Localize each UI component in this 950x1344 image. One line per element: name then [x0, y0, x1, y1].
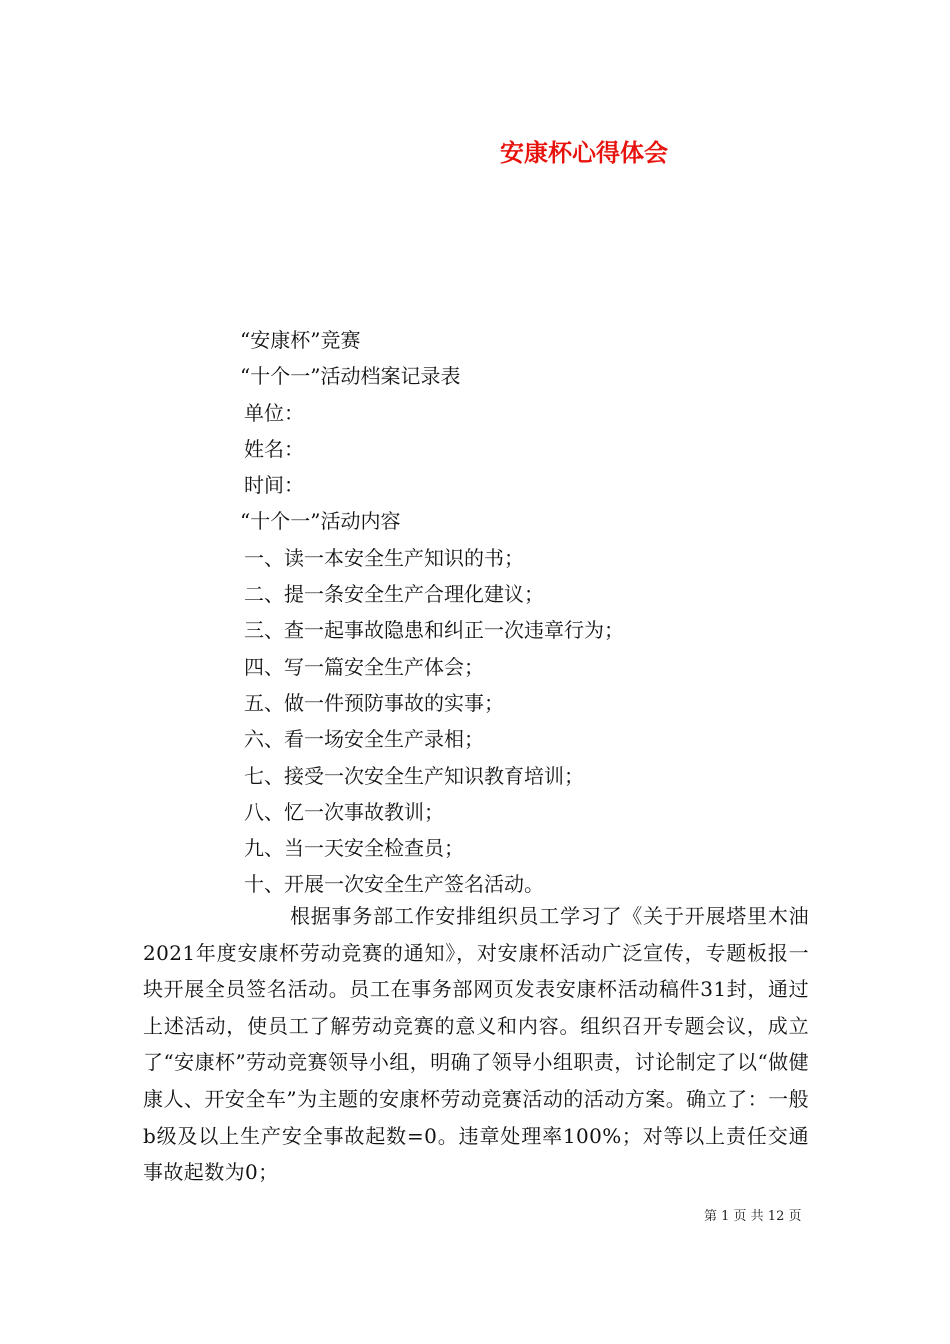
activity-content-heading: “十个一”活动内容 — [240, 509, 401, 534]
list-item: 十、开展一次安全生产签名活动。 — [244, 872, 544, 897]
list-item: 八、忆一次事故教训； — [244, 799, 444, 824]
list-item: 六、看一场安全生产录相； — [244, 727, 484, 752]
list-item: 七、接受一次安全生产知识教育培训； — [244, 763, 584, 788]
list-item: 五、做一件预防事故的实事； — [244, 690, 504, 715]
page-number-footer: 第 1 页 共 12 页 — [704, 1209, 802, 1224]
time-label: 时间： — [244, 473, 304, 498]
list-item: 二、提一条安全生产合理化建议； — [244, 582, 544, 607]
record-table-title: “十个一”活动档案记录表 — [240, 364, 461, 389]
name-label: 姓名： — [244, 436, 304, 461]
list-item: 九、当一天安全检查员； — [244, 836, 464, 861]
list-item: 一、读一本安全生产知识的书； — [244, 545, 524, 570]
document-title: 安康杯心得体会 — [500, 138, 668, 167]
unit-label: 单位： — [244, 400, 304, 425]
competition-name: “安康杯”竞赛 — [240, 328, 361, 352]
list-item: 四、写一篇安全生产体会； — [244, 654, 484, 679]
list-item: 三、查一起事故隐患和纠正一次违章行为； — [244, 618, 624, 643]
body-paragraph: 根据事务部工作安排组织员工学习了《关于开展塔里木油2021年度安康杯劳动竞赛的通知》，对安康杯活动广泛宣传，专题板报一块开展全员签名活动。员工在事务部网页发表安康杯活动稿件31封，通过上述活动，使员工了解劳动竞赛的意义和内容。组织召开专题会议，成立了“安康杯”劳动竞赛领导小组，明确了领导小组职责，讨论制定了以“做健康人、开安全车”为主题的安康杯劳动竞赛活动的活动方案。确立了：一般b级及以上生产安全事故起数=0。违章处理率100%；对等以上责任交通事故起数为0； — [143, 904, 809, 1185]
form-lines — [240, 322, 844, 903]
